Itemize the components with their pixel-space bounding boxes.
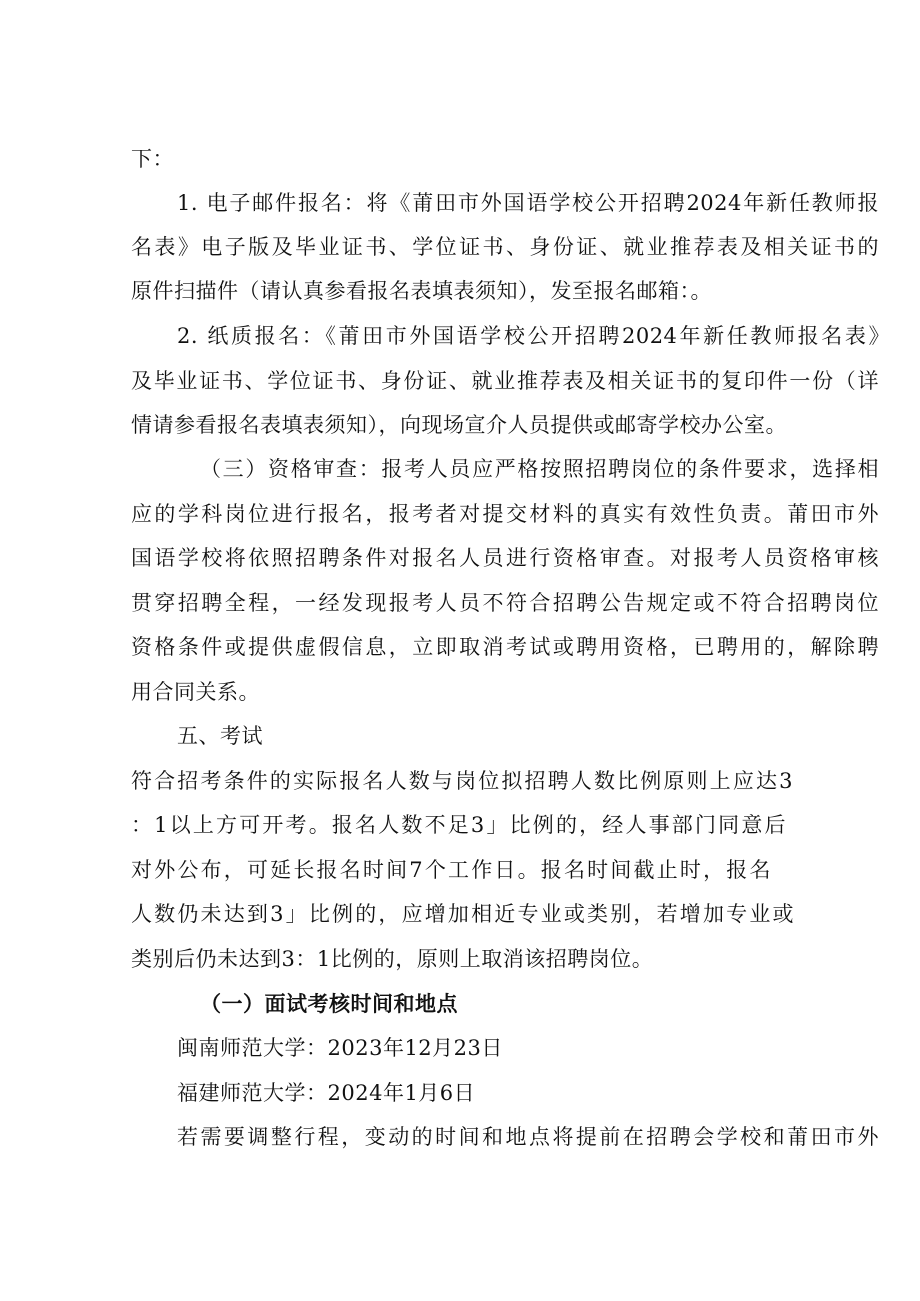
text-line: 及毕业证书、学位证书、身份证、就业推荐表及相关证书的复印件一份（详 bbox=[131, 369, 879, 393]
section-heading: 五、考试 bbox=[177, 724, 263, 748]
text-line: （三）资格审查：报考人员应严格按照招聘岗位的条件要求，选择相 bbox=[200, 457, 879, 481]
text-line: 类别后仍未达到3：1比例的，原则上取消该招聘岗位。 bbox=[131, 947, 654, 971]
text-line: 情请参看报名表填表须知），向现场宣介人员提供或邮寄学校办公室。 bbox=[131, 413, 787, 437]
text-line: ：1以上方可开考。报名人数不足3」比例的，经人事部门同意后 bbox=[131, 813, 786, 837]
text-line: 对外公布，可延长报名时间7个工作日。报名时间截止时，报名 bbox=[131, 858, 771, 882]
text-line: 原件扫描件（请认真参看报名表填表须知），发至报名邮箱：。 bbox=[131, 279, 712, 303]
text-line: 人数仍未达到3」比例的，应增加相近专业或类别，若增加专业或 bbox=[131, 902, 794, 926]
subsection-heading: （一）面试考核时间和地点 bbox=[200, 992, 458, 1016]
text-line: 用合同关系。 bbox=[131, 680, 260, 704]
text-line: 符合招考条件的实际报名人数与岗位拟招聘人数比例原则上应达3 bbox=[131, 769, 793, 793]
text-line: 闽南师范大学：2023年12月23日 bbox=[177, 1036, 503, 1060]
text-line: 2. 纸质报名：《莆田市外国语学校公开招聘2024年新任教师报名表》 bbox=[177, 324, 890, 348]
text-line: 名表》电子版及毕业证书、学位证书、身份证、就业推荐表及相关证书的 bbox=[131, 235, 879, 259]
text-line: 资格条件或提供虚假信息，立即取消考试或聘用资格，已聘用的，解除聘 bbox=[131, 635, 879, 659]
text-line: 下： bbox=[131, 147, 174, 171]
text-line: 1. 电子邮件报名：将《莆田市外国语学校公开招聘2024年新任教师报 bbox=[177, 191, 879, 215]
text-line: 贯穿招聘全程，一经发现报考人员不符合招聘公告规定或不符合招聘岗位 bbox=[131, 591, 879, 615]
text-line: 国语学校将依照招聘条件对报名人员进行资格审查。对报考人员资格审核 bbox=[131, 546, 879, 570]
text-line: 福建师范大学：2024年1月6日 bbox=[177, 1081, 476, 1105]
text-line: 若需要调整行程，变动的时间和地点将提前在招聘会学校和莆田市外 bbox=[177, 1125, 879, 1149]
text-line: 应的学科岗位进行报名，报考者对提交材料的真实有效性负责。莆田市外 bbox=[131, 502, 879, 526]
